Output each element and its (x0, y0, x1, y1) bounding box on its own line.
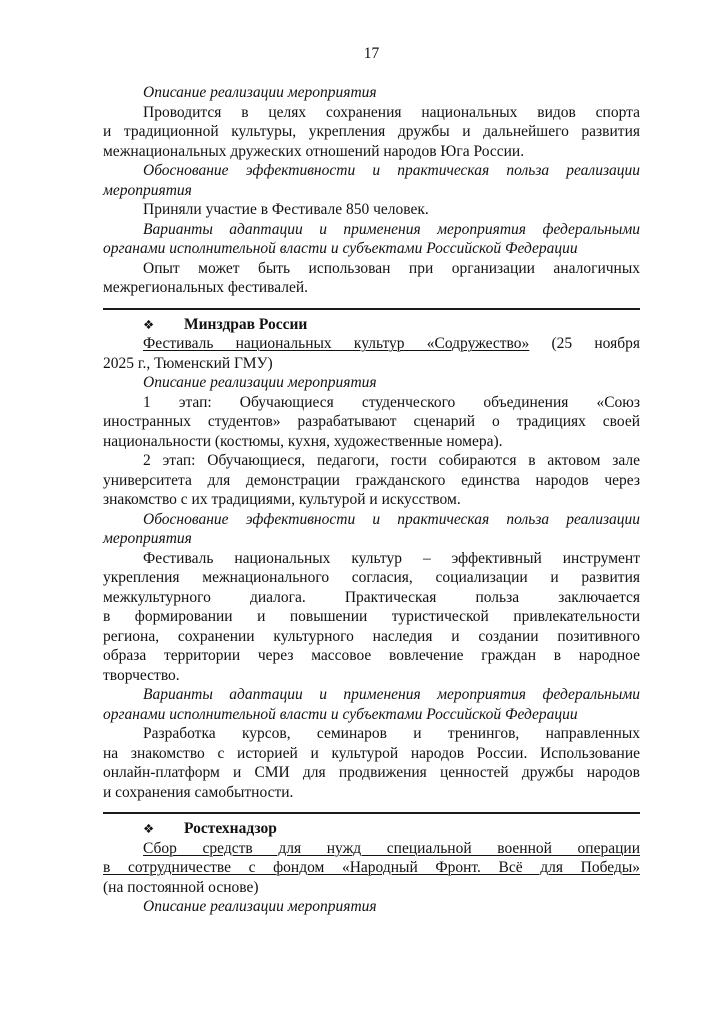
body-line: творчество. (103, 666, 180, 684)
body-line: образа территории через массовое вовлечение граждан в народное (103, 647, 640, 664)
meta-label-line: органами исполнительной власти и субъектами Российской Федерации (103, 240, 578, 257)
section-header (103, 315, 640, 335)
agency-name-1: Минздрав России (184, 315, 308, 333)
body-line: университета для демонстрации гражданского единства народов через (103, 471, 640, 489)
body-line: на знакомство с историей и культурой народов России. Использование (103, 744, 640, 762)
underlined-text: Сбор средств для нужд специальной военной операции (143, 839, 640, 857)
body-line: 2 этап: Обучающиеся, педагоги, гости собираются в актовом зале (143, 452, 640, 469)
meta-label-line: Описание реализации мероприятия (143, 898, 377, 915)
underlined-text: в сотрудничестве с фондом «Народный Фронт. Всё для Победы» (103, 859, 640, 876)
body-line: межрегиональных фестивалей. (103, 279, 309, 296)
event-title-line (103, 334, 640, 354)
event-title-line: (на постоянной основе) (103, 878, 259, 896)
meta-label-line: Обоснование эффективности и практическая польза реализации (143, 510, 640, 528)
plain-text: (25 ноября (529, 335, 641, 352)
meta-label-line: Варианты адаптации и применения мероприятия федеральными (143, 686, 640, 703)
body-line: укрепления межнационального согласия, социализации и развития (103, 569, 640, 586)
meta-label-line: Обоснование эффективности и практическая польза реализации (143, 162, 640, 179)
diamond-bullet-icon: ❖ (143, 821, 155, 836)
meta-label-line: Описание реализации мероприятия (143, 374, 377, 391)
meta-label-line: мероприятия (103, 530, 192, 547)
body-line: в формировании и повышении туристической привлекательности (103, 608, 640, 625)
meta-label-line: органами исполнительной власти и субъектами Российской Федерации (103, 705, 578, 723)
body-line: и сохранения самобытности. (103, 783, 294, 801)
meta-label-line: Описание реализации мероприятия (143, 84, 377, 101)
underlined-text: Фестиваль национальных культур «Содружество» (143, 335, 530, 352)
section-header (103, 819, 640, 839)
section-separator (103, 812, 640, 814)
body-line: Фестиваль национальных культур – эффективный инструмент (143, 549, 640, 567)
body-line: иностранных студентов» разрабатывают сценарий о традициях своей (103, 413, 640, 430)
diamond-bullet-icon: ❖ (143, 316, 155, 332)
body-line: межнациональных дружеских отношений народов Юга России. (103, 142, 525, 160)
body-line: Приняли участие в Фестивале 850 человек. (143, 201, 429, 218)
event-title-line: 2025 г., Тюменский ГМУ) (103, 354, 273, 372)
body-line: региона, сохранении культурного наследия и создании позитивного (103, 627, 640, 645)
body-line: Проводится в целях сохранения национальных видов спорта (143, 103, 640, 121)
page-number: 17 (363, 45, 380, 62)
body-line: 1 этап: Обучающиеся студенческого объединения «Союз (143, 393, 640, 411)
section-separator (103, 308, 640, 310)
body-line: знакомство с их традициями, культурой и искусством. (103, 491, 461, 508)
agency-name-2: Ростехнадзор (184, 820, 277, 837)
body-line: Опыт может быть использован при организации аналогичных (143, 259, 640, 277)
body-line: межкультурного диалога. Практическая польза заключается (103, 588, 640, 606)
body-line: онлайн-платформ и СМИ для продвижения ценностей дружбы народов (103, 764, 640, 781)
event-title-line (103, 839, 640, 859)
body-line: и традиционной культуры, укрепления дружбы и дальнейшего развития (103, 123, 640, 140)
body-line: национальности (костюмы, кухня, художественные номера). (103, 432, 503, 450)
document-body (103, 83, 640, 917)
meta-label-line: Варианты адаптации и применения мероприятия федеральными (143, 220, 640, 238)
event-title-line (103, 858, 640, 878)
meta-label-line: мероприятия (103, 181, 192, 199)
body-line: Разработка курсов, семинаров и тренингов, направленных (143, 725, 640, 742)
